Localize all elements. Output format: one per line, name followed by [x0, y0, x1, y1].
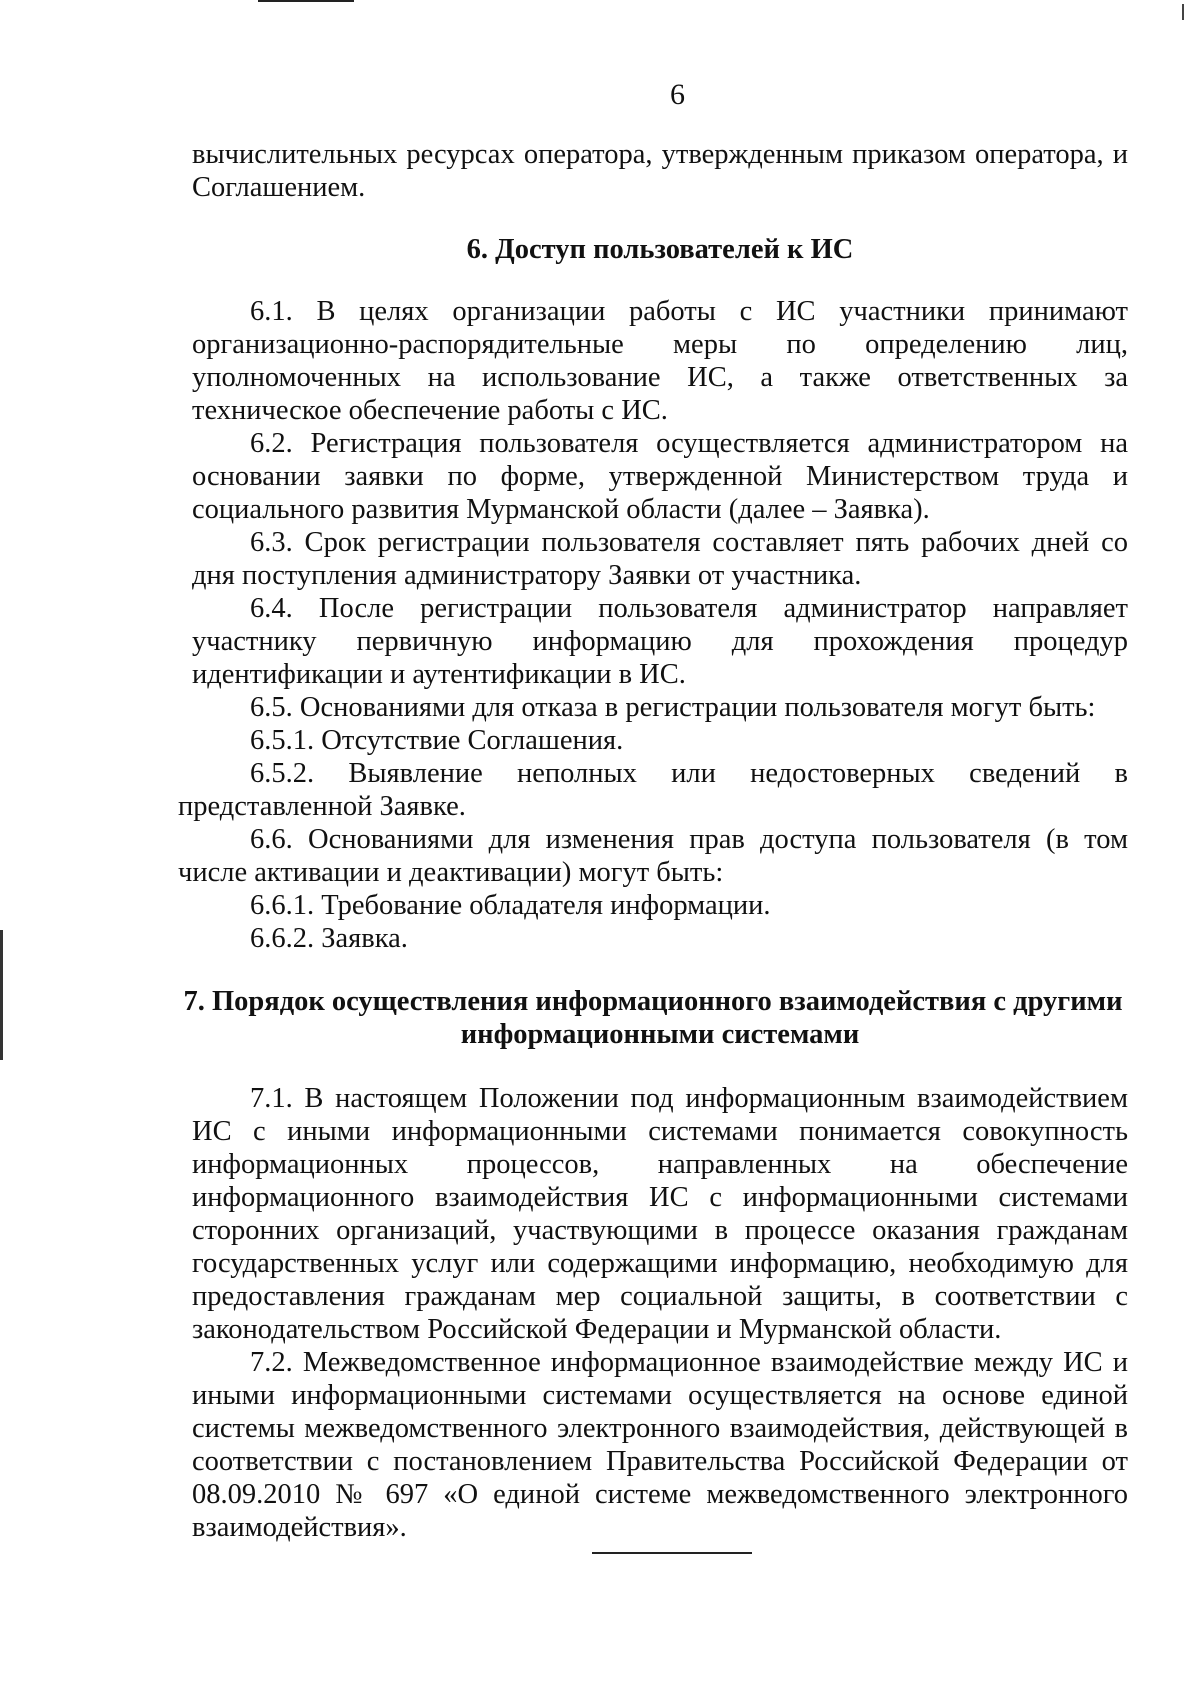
section-7-title-line-2: информационными системами — [460, 1019, 860, 1050]
left-binding-mark — [0, 930, 3, 1060]
corner-mark — [1182, 4, 1190, 20]
paragraph-6-6-1: 6.6.1. Требование обладателя информации. — [250, 890, 771, 921]
page-number: 6 — [670, 78, 685, 111]
paragraph-6-3: 6.3. Срок регистрации пользователя составляет пять рабочих дней со дня поступления администратору Заявки от участника. — [192, 527, 1128, 591]
paragraph-6-5-2-line-2: представленной Заявке. — [178, 791, 466, 822]
paragraph-6-6-2: 6.6.2. Заявка. — [250, 923, 408, 954]
document-body — [178, 138, 1128, 1544]
section-7-title — [183, 985, 1128, 1051]
end-rule — [592, 1552, 752, 1554]
paragraph-6-1: 6.1. В целях организации работы с ИС участники принимают организационно-распорядительные меры по определению лиц, уполномоченных на использование ИС, а также ответственных за техническое обеспечение работы с ИС. — [192, 296, 1128, 426]
paragraph-7-2: 7.2. Межведомственное информационное взаимодействие между ИС и иными информационными системами осуществляется на основе единой системы межведомственного электронного взаимодействия, действующей в соответствии с постановлением Правительства Российской Федерации от 08.09.2010 № 697 «О единой системе межведомственного электронного взаимодействия». — [192, 1347, 1128, 1543]
top-rule — [258, 0, 354, 2]
paragraph-6-5-2-line-1: 6.5.2. Выявление неполных или недостоверных сведений в — [250, 758, 1128, 789]
intro-paragraph: вычислительных ресурсах оператора, утвержденным приказом оператора, и Соглашением. — [192, 139, 1128, 203]
paragraph-6-5-2 — [178, 757, 1128, 823]
section-6-title: 6. Доступ пользователей к ИС — [466, 234, 854, 265]
paragraph-6-6-line-1: 6.6. Основаниями для изменения прав доступа пользователя (в том — [250, 824, 1128, 855]
paragraph-6-5: 6.5. Основаниями для отказа в регистрации пользователя могут быть: — [250, 692, 1096, 723]
paragraph-6-6 — [178, 823, 1128, 889]
paragraph-6-4: 6.4. После регистрации пользователя администратор направляет участнику первичную информацию для прохождения процедур идентификации и аутентификации в ИС. — [192, 593, 1128, 690]
paragraph-6-2: 6.2. Регистрация пользователя осуществляется администратором на основании заявки по форме, утвержденной Министерством труда и социального развития Мурманской области (далее – Заявка). — [192, 428, 1128, 525]
paragraph-6-5-1: 6.5.1. Отсутствие Соглашения. — [250, 725, 624, 756]
paragraph-7-1: 7.1. В настоящем Положении под информационным взаимодействием ИС с иными информационными системами понимается совокупность информационных процессов, направленных на обеспечение информационного взаимодействия ИС с информационными системами сторонних организаций, участвующими в процессе оказания гражданам государственных услуг или содержащими информацию, необходимую для предоставления гражданам мер социальной защиты, в соответствии с законодательством Российской Федерации и Мурманской области. — [192, 1083, 1128, 1345]
section-7-title-line-1: 7. Порядок осуществления информационного взаимодействия с другими — [183, 986, 1123, 1017]
paragraph-6-6-line-2: числе активации и деактивации) могут быть: — [178, 857, 724, 888]
